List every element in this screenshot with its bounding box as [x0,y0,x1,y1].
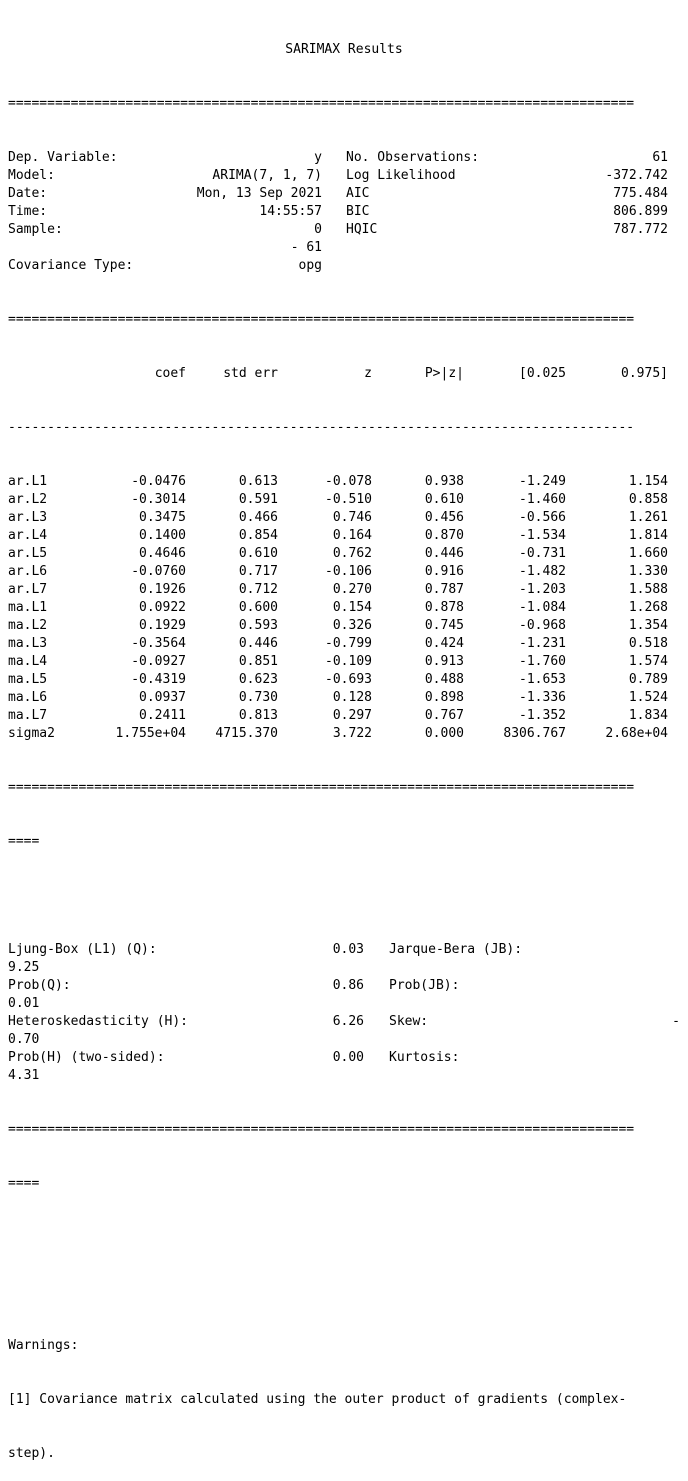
header-right-value: 775.484 [613,186,668,201]
table-row [8,653,680,671]
table-row [8,725,680,743]
spacer [8,1283,680,1301]
table-cell: -0.799 [325,636,372,651]
header-right-label: BIC [346,204,370,219]
table-row [8,617,680,635]
param-name: ar.L3 [8,510,48,525]
column-header: P>|z| [424,366,464,381]
table-cell: -1.336 [519,690,566,705]
diagnostic-value: 0.86 [332,978,364,993]
header-left-label: Sample: [8,222,63,237]
table-cell: 0.730 [238,690,278,705]
table-cell: 8306.767 [503,726,566,741]
header-row [8,257,680,275]
param-name: ma.L3 [8,636,48,651]
table-cell: 0.0922 [139,600,186,615]
short-rule: ==== [8,834,40,849]
diagnostic-value: 6.26 [332,1014,364,1029]
table-cell: 1.588 [628,582,668,597]
header-row [8,203,680,221]
table-row [8,545,680,563]
sarimax-report [8,5,680,1481]
table-cell: 0.745 [424,618,464,633]
table-cell: -0.510 [325,492,372,507]
table-cell: -1.084 [519,600,566,615]
column-header: [0.025 [519,366,566,381]
param-name: ma.L6 [8,690,48,705]
table-cell: -1.203 [519,582,566,597]
diagnostic-right-label: Jarque-Bera (JB): [389,942,523,957]
table-cell: 1.268 [628,600,668,615]
table-cell: 0.870 [424,528,464,543]
table-cell: 0.762 [332,546,372,561]
warnings-heading: Warnings: [8,1338,79,1353]
table-cell: 1.660 [628,546,668,561]
diagnostic-wrap-row [8,959,680,977]
table-cell: 0.600 [238,600,278,615]
covariance-type-value: opg [298,258,322,273]
table-cell: 1.524 [628,690,668,705]
table-cell: -1.460 [519,492,566,507]
table-cell: 0.613 [238,474,278,489]
param-name: ar.L4 [8,528,48,543]
spacer [8,887,680,905]
covariance-type-label: Covariance Type: [8,258,134,273]
header-row [8,185,680,203]
table-cell: -0.566 [519,510,566,525]
table-row [8,473,680,491]
header-left-value: 0 [314,222,322,237]
param-name: ar.L2 [8,492,48,507]
table-row [8,635,680,653]
header-left-value: ARIMA(7, 1, 7) [212,168,322,183]
table-cell: 0.1400 [139,528,186,543]
table-cell: 0.488 [424,672,464,687]
table-cell: 0.2411 [139,708,186,723]
table-cell: -1.482 [519,564,566,579]
table-cell: 0.3475 [139,510,186,525]
table-cell: -0.3564 [131,636,186,651]
table-row [8,581,680,599]
table-cell: 0.787 [424,582,464,597]
table-cell: 0.424 [424,636,464,651]
table-cell: 1.154 [628,474,668,489]
diagnostic-right-label: Prob(JB): [389,978,460,993]
table-cell: 0.326 [332,618,372,633]
table-row [8,599,680,617]
header-left-label: Model: [8,168,55,183]
coef-table-header [8,365,680,383]
diagnostic-wrapped-value: 9.25 [8,960,40,975]
table-cell: -0.109 [325,654,372,669]
short-rule: ==== [8,1176,40,1191]
table-cell: -1.534 [519,528,566,543]
table-cell: 0.446 [424,546,464,561]
double-rule: ================================================================================ [8,96,635,111]
table-cell: 0.297 [332,708,372,723]
header-left-label: Dep. Variable: [8,150,118,165]
param-name: ar.L5 [8,546,48,561]
diagnostic-label: Prob(Q): [8,978,71,993]
diagnostic-row [8,1013,680,1031]
table-cell: 4715.370 [215,726,278,741]
table-cell: 1.354 [628,618,668,633]
table-cell: 1.261 [628,510,668,525]
table-cell: 0.623 [238,672,278,687]
warning-line: step). [8,1446,55,1461]
table-cell: -1.249 [519,474,566,489]
table-cell: 0.916 [424,564,464,579]
warning-line: [1] Covariance matrix calculated using the outer product of gradients (complex- [8,1392,627,1407]
diagnostic-wrapped-value: 0.01 [8,996,40,1011]
table-cell: 3.722 [332,726,372,741]
table-cell: 0.456 [424,510,464,525]
param-name: ar.L1 [8,474,48,489]
diagnostics-block [8,941,680,1085]
diagnostic-label: Ljung-Box (L1) (Q): [8,942,157,957]
table-cell: 0.593 [238,618,278,633]
table-cell: 0.878 [424,600,464,615]
table-cell: 0.466 [238,510,278,525]
table-cell: 1.574 [628,654,668,669]
table-row [8,563,680,581]
table-cell: -0.078 [325,474,372,489]
header-right-label: AIC [346,186,370,201]
table-cell: 1.834 [628,708,668,723]
header-left-value: 14:55:57 [259,204,322,219]
diagnostic-right-label: Kurtosis: [389,1050,460,1065]
table-cell: -1.352 [519,708,566,723]
table-cell: -0.693 [325,672,372,687]
diagnostic-value: 0.03 [332,942,364,957]
header-right-label: Log Likelihood [346,168,456,183]
header-row [8,167,680,185]
table-cell: 0.128 [332,690,372,705]
table-cell: 0.0937 [139,690,186,705]
table-cell: 0.913 [424,654,464,669]
table-cell: 0.746 [332,510,372,525]
table-cell: 0.898 [424,690,464,705]
diagnostic-wrap-row [8,1067,680,1085]
header-right-value: 806.899 [613,204,668,219]
param-name: ma.L5 [8,672,48,687]
header-left-label: Date: [8,186,48,201]
table-cell: 0.610 [238,546,278,561]
header-block [8,149,680,275]
header-row [8,221,680,239]
table-cell: 2.68e+04 [605,726,668,741]
spacer [8,1229,680,1247]
diagnostic-wrapped-value: 4.31 [8,1068,40,1083]
table-row [8,707,680,725]
param-name: ma.L1 [8,600,48,615]
table-cell: 0.270 [332,582,372,597]
table-cell: -0.731 [519,546,566,561]
table-cell: 0.154 [332,600,372,615]
header-right-label: No. Observations: [346,150,480,165]
header-right-value: -372.742 [605,168,668,183]
diagnostic-value: 0.00 [332,1050,364,1065]
header-row [8,239,680,257]
table-cell: 1.814 [628,528,668,543]
report-title: SARIMAX Results [285,42,403,57]
diagnostic-right-label: Skew: [389,1014,429,1029]
table-row [8,671,680,689]
diagnostic-wrap-row [8,1031,680,1049]
column-header: std err [223,366,278,381]
table-cell: 0.789 [628,672,668,687]
diagnostic-wrapped-value: 0.70 [8,1032,40,1047]
table-cell: -0.0476 [131,474,186,489]
param-name: ma.L7 [8,708,48,723]
table-cell: 0.858 [628,492,668,507]
table-cell: 0.767 [424,708,464,723]
table-cell: 0.000 [424,726,464,741]
table-cell: 0.4646 [139,546,186,561]
param-name: sigma2 [8,726,55,741]
header-left-value: Mon, 13 Sep 2021 [196,186,322,201]
double-rule: ================================================================================ [8,780,635,795]
table-cell: 1.755e+04 [115,726,186,741]
diagnostic-label: Heteroskedasticity (H): [8,1014,189,1029]
header-row [8,149,680,167]
table-cell: 1.330 [628,564,668,579]
param-name: ma.L4 [8,654,48,669]
table-cell: 0.938 [424,474,464,489]
table-cell: 0.1926 [139,582,186,597]
table-cell: -1.760 [519,654,566,669]
sample-end-value: - 61 [290,240,322,255]
table-cell: 0.851 [238,654,278,669]
diagnostic-label: Prob(H) (two-sided): [8,1050,165,1065]
table-cell: 0.717 [238,564,278,579]
table-cell: -0.4319 [131,672,186,687]
table-row [8,491,680,509]
table-row [8,509,680,527]
diagnostic-row [8,977,680,995]
table-cell: 0.518 [628,636,668,651]
single-rule: -------------------------------------------------------------------------------- [8,420,635,435]
param-name: ar.L7 [8,582,48,597]
table-cell: 0.610 [424,492,464,507]
table-cell: -0.0760 [131,564,186,579]
table-cell: 0.446 [238,636,278,651]
header-right-value: 61 [652,150,668,165]
table-cell: 0.712 [238,582,278,597]
column-header: z [364,366,372,381]
header-left-value: y [314,150,322,165]
table-row [8,689,680,707]
table-cell: 0.813 [238,708,278,723]
table-cell: 0.591 [238,492,278,507]
table-cell: 0.854 [238,528,278,543]
header-right-label: HQIC [346,222,378,237]
diagnostic-wrap-row [8,995,680,1013]
table-cell: -0.968 [519,618,566,633]
report-title-line [8,41,680,59]
diagnostic-row [8,1049,680,1067]
coef-table-body [8,473,680,743]
table-cell: -1.653 [519,672,566,687]
double-rule: ================================================================================ [8,312,635,327]
diagnostic-row [8,941,680,959]
double-rule: ================================================================================ [8,1122,635,1137]
table-cell: 0.1929 [139,618,186,633]
table-cell: -0.0927 [131,654,186,669]
table-cell: -1.231 [519,636,566,651]
table-cell: -0.3014 [131,492,186,507]
param-name: ar.L6 [8,564,48,579]
column-header: 0.975] [621,366,668,381]
diagnostic-right-value: - [672,1014,680,1029]
table-cell: 0.164 [332,528,372,543]
header-right-value: 787.772 [613,222,668,237]
column-header: coef [154,366,186,381]
param-name: ma.L2 [8,618,48,633]
header-left-label: Time: [8,204,48,219]
table-row [8,527,680,545]
table-cell: -0.106 [325,564,372,579]
